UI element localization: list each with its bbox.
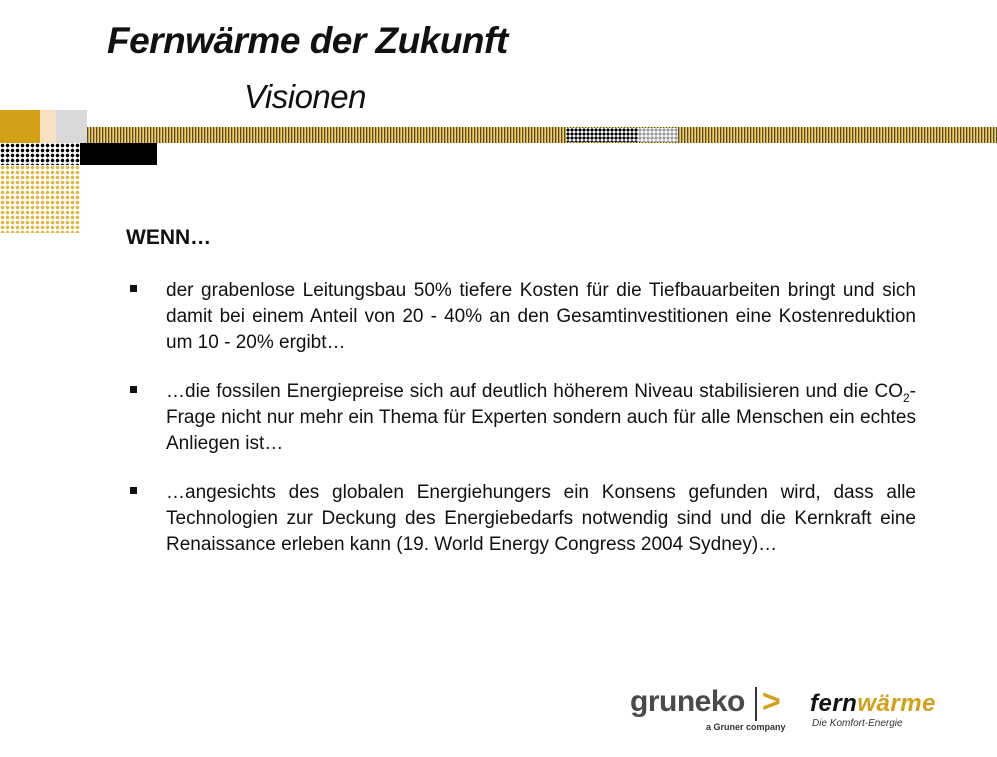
square-bullet-icon xyxy=(130,487,137,494)
fernwaerme-word-part1: fern xyxy=(810,690,858,717)
slide-title: Fernwärme der Zukunft xyxy=(107,20,508,61)
fernwaerme-word-part2: wärme xyxy=(857,690,936,717)
co2-subscript: 2 xyxy=(902,390,910,405)
decor-gray-square xyxy=(56,110,87,143)
bullet-text-part: -Frage nicht nur mehr ein Thema für Experten sondern auch für alle Menschen ein echtes Anliegen ist… xyxy=(166,381,916,454)
bullet-text-part: …die fossilen Energiepreise sich auf deutlich höherem Niveau stabilisieren und die CO xyxy=(166,381,903,402)
decor-gold-square xyxy=(0,110,40,143)
gruneko-tagline: a Gruner company xyxy=(706,722,786,732)
decor-black-dot-stripe xyxy=(566,128,638,142)
decor-gold-dot-block xyxy=(0,165,80,233)
fernwaerme-tagline: Die Komfort-Energie xyxy=(812,718,903,729)
fernwaerme-wordmark xyxy=(810,690,936,718)
bullet-list xyxy=(126,278,916,581)
gruneko-wordmark: gruneko xyxy=(630,685,745,718)
bullet-item xyxy=(126,480,916,558)
bullet-item xyxy=(126,278,916,356)
bullet-item xyxy=(126,379,916,457)
square-bullet-icon xyxy=(130,285,137,292)
decor-gray-dot-stripe xyxy=(638,128,678,142)
decor-black-dot-row xyxy=(0,143,80,165)
fernwaerme-logo xyxy=(810,690,970,735)
content-heading: WENN… xyxy=(126,226,212,249)
square-bullet-icon xyxy=(130,386,137,393)
slide-subtitle: Visionen xyxy=(244,78,366,115)
gruneko-divider xyxy=(755,687,757,721)
bullet-text: der grabenlose Leitungsbau 50% tiefere Kosten für die Tiefbauarbeiten bringt und sich damit bei einem Anteil von 20 - 40% an den Gesamtinvestitionen eine Kostenreduktion um 10 - 20% ergibt… xyxy=(166,280,916,353)
decor-black-bar xyxy=(80,143,157,165)
bullet-text: …angesichts des globalen Energiehungers ein Konsens gefunden wird, dass alle Technologien zur Deckung des Energiebedarfs notwendig sind und die Kernkraft eine Renaissance erleben kann (19. World Energy Congress 2004 Sydney)… xyxy=(166,482,916,555)
decor-gold-stripe xyxy=(87,127,997,143)
decor-cream-square xyxy=(40,110,56,143)
gruneko-chevron-icon: > xyxy=(762,683,781,719)
bullet-text xyxy=(166,379,916,457)
gruneko-logo xyxy=(630,685,790,735)
